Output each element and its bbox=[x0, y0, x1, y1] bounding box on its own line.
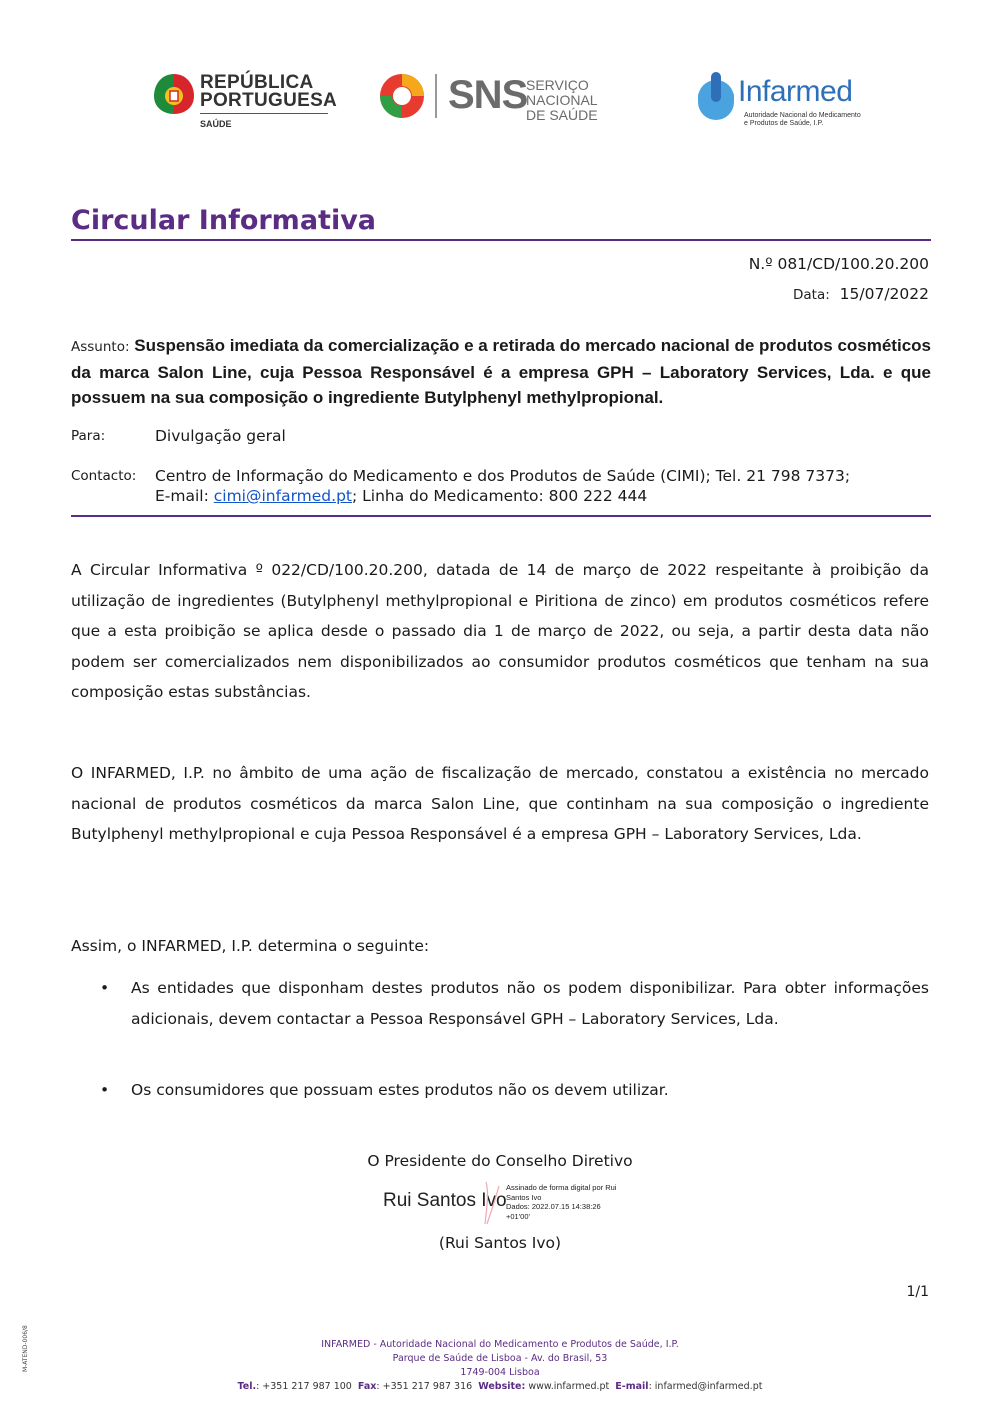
contact-label: Contacto: bbox=[71, 468, 137, 484]
sns-line1: SERVIÇO NACIONAL bbox=[526, 77, 598, 108]
bullet-item-1 bbox=[100, 973, 929, 1065]
digital-signature-name: Rui Santos Ivo bbox=[383, 1190, 507, 1211]
body-paragraph-2: O INFARMED, I.P. no âmbito de uma ação de fiscalização de mercado, constatou a existência no mercado nacional de produtos cosméticos da marca Salon Line, que continham na sua composição o ingrediente Butylphenyl methylpropional e cuja Pessoa Responsável é a empresa GPH – Laboratory Services, Lda. bbox=[71, 764, 929, 843]
footer-fax-label: Fax bbox=[357, 1381, 377, 1392]
bullet-text: As entidades que disponham destes produtos não os podem disponibilizar. Para obter informações adicionais, devem contactar a Pessoa Responsável GPH – Laboratory Services, Lda. bbox=[131, 979, 929, 1028]
footer-mail-label: E-mail bbox=[615, 1381, 649, 1392]
infarmed-sub-line2: e Produtos de Saúde, I.P. bbox=[744, 120, 824, 127]
contact-row bbox=[71, 466, 931, 508]
sns-line2: DE SAÚDE bbox=[526, 107, 598, 123]
logo-divider bbox=[200, 113, 328, 114]
date-value: 15/07/2022 bbox=[839, 285, 929, 303]
logo-text-republica: REPÚBLICA bbox=[200, 72, 314, 93]
infarmed-logo bbox=[694, 72, 874, 132]
subject-text: Suspensão imediata da comercialização e a retirada do mercado nacional de produtos cosméticos da marca Salon Line, cuja Pessoa Responsável é a empresa GPH – Laboratory Services, Lda. e que possuem na sua composição o ingrediente Butylphenyl methylpropional. bbox=[71, 336, 931, 407]
title-rule bbox=[71, 239, 931, 241]
footer bbox=[0, 1338, 1000, 1394]
digital-signature-line4: +01'00' bbox=[506, 1211, 530, 1221]
contact-line1: Centro de Informação do Medicamento e dos Produtos de Saúde (CIMI); Tel. 21 798 7373; bbox=[155, 467, 851, 485]
digital-signature-line2: Santos Ivo bbox=[506, 1192, 542, 1202]
subject-label: Assunto: bbox=[71, 339, 130, 355]
digital-signature-line3: Dados: 2022.07.15 14:38:26 bbox=[506, 1202, 601, 1211]
body-paragraph-1: A Circular Informativa º 022/CD/100.20.200, datada de 14 de março de 2022 respeitante à proibição da utilização de ingredientes (Butylphenyl methylpropional e Piritiona de zinco) em produtos cosméticos refere que a esta proibição se aplica desde o passado dia 1 de março de 2022, ou seja, a partir desta data não podem ser comercializados nem disponibilizados ao consumidor produtos cosméticos que tenham na sua composição estas substâncias. bbox=[71, 561, 929, 701]
footer-line2: Parque de Saúde de Lisboa - Av. do Brasil, 53 bbox=[392, 1353, 608, 1364]
signature-mark-icon bbox=[483, 1180, 503, 1226]
footer-tel-label: Tel. bbox=[237, 1381, 257, 1392]
para-label: Para: bbox=[71, 428, 106, 444]
footer-line3: 1749-004 Lisboa bbox=[460, 1367, 540, 1378]
bullet-text: Os consumidores que possuam estes produtos não os devem utilizar. bbox=[131, 1081, 669, 1099]
contact-email-link[interactable]: cimi@infarmed.pt bbox=[213, 487, 352, 505]
para-row bbox=[71, 426, 931, 448]
bullet-icon: • bbox=[100, 1081, 110, 1099]
date-label: Data: bbox=[793, 287, 830, 303]
contact-line2 bbox=[155, 486, 850, 506]
footer-tel: : +351 217 987 100 bbox=[256, 1381, 352, 1392]
footer-web[interactable]: www.infarmed.pt bbox=[525, 1381, 610, 1392]
sns-logo bbox=[378, 72, 648, 122]
bullet-icon: • bbox=[100, 979, 110, 997]
footer-line1: INFARMED - Autoridade Nacional do Medicamento e Produtos de Saúde, I.P. bbox=[321, 1339, 679, 1350]
subject-block bbox=[71, 333, 931, 410]
contact-email-label: E-mail: bbox=[155, 487, 214, 505]
infarmed-wordmark: Infarmed bbox=[738, 75, 853, 108]
republica-portuguesa-logo bbox=[152, 72, 338, 134]
circular-number: N.º 081/CD/100.20.200 bbox=[748, 255, 929, 273]
bullet-item-2 bbox=[100, 1075, 929, 1106]
logo-text-saude: SAÚDE bbox=[200, 119, 232, 129]
signatory-role: O Presidente do Conselho Diretivo bbox=[367, 1152, 633, 1170]
circular-date bbox=[793, 285, 929, 303]
digital-signature-details bbox=[506, 1183, 616, 1221]
footer-contacts bbox=[0, 1380, 1000, 1394]
document-title: Circular Informativa bbox=[71, 205, 377, 236]
page-number: 1/1 bbox=[906, 1284, 929, 1300]
portugal-flag-icon bbox=[152, 72, 196, 116]
footer-web-label: Website: bbox=[478, 1381, 526, 1392]
logo-text-portuguesa: PORTUGUESA bbox=[200, 90, 338, 111]
signatory-name: (Rui Santos Ivo) bbox=[438, 1234, 562, 1252]
digital-signature-line1: Assinado de forma digital por Rui bbox=[506, 1183, 617, 1192]
sns-acronym: SNS bbox=[448, 73, 528, 117]
body-paragraph-3: Assim, o INFARMED, I.P. determina o seguinte: bbox=[71, 937, 430, 955]
infarmed-sub-line1: Autoridade Nacional do Medicamento bbox=[744, 112, 861, 119]
para-value: Divulgação geral bbox=[155, 427, 286, 445]
form-code: M-ATEND-006/8 bbox=[22, 1325, 29, 1372]
sns-emblem-icon bbox=[378, 72, 426, 120]
header-bottom-rule bbox=[71, 515, 931, 517]
footer-fax: : +351 217 987 316 bbox=[376, 1381, 473, 1392]
footer-mail[interactable]: : infarmed@infarmed.pt bbox=[648, 1381, 763, 1392]
infarmed-emblem-icon bbox=[694, 72, 738, 120]
contact-line2-rest: ; Linha do Medicamento: 800 222 444 bbox=[352, 487, 648, 505]
sns-divider bbox=[435, 74, 437, 118]
